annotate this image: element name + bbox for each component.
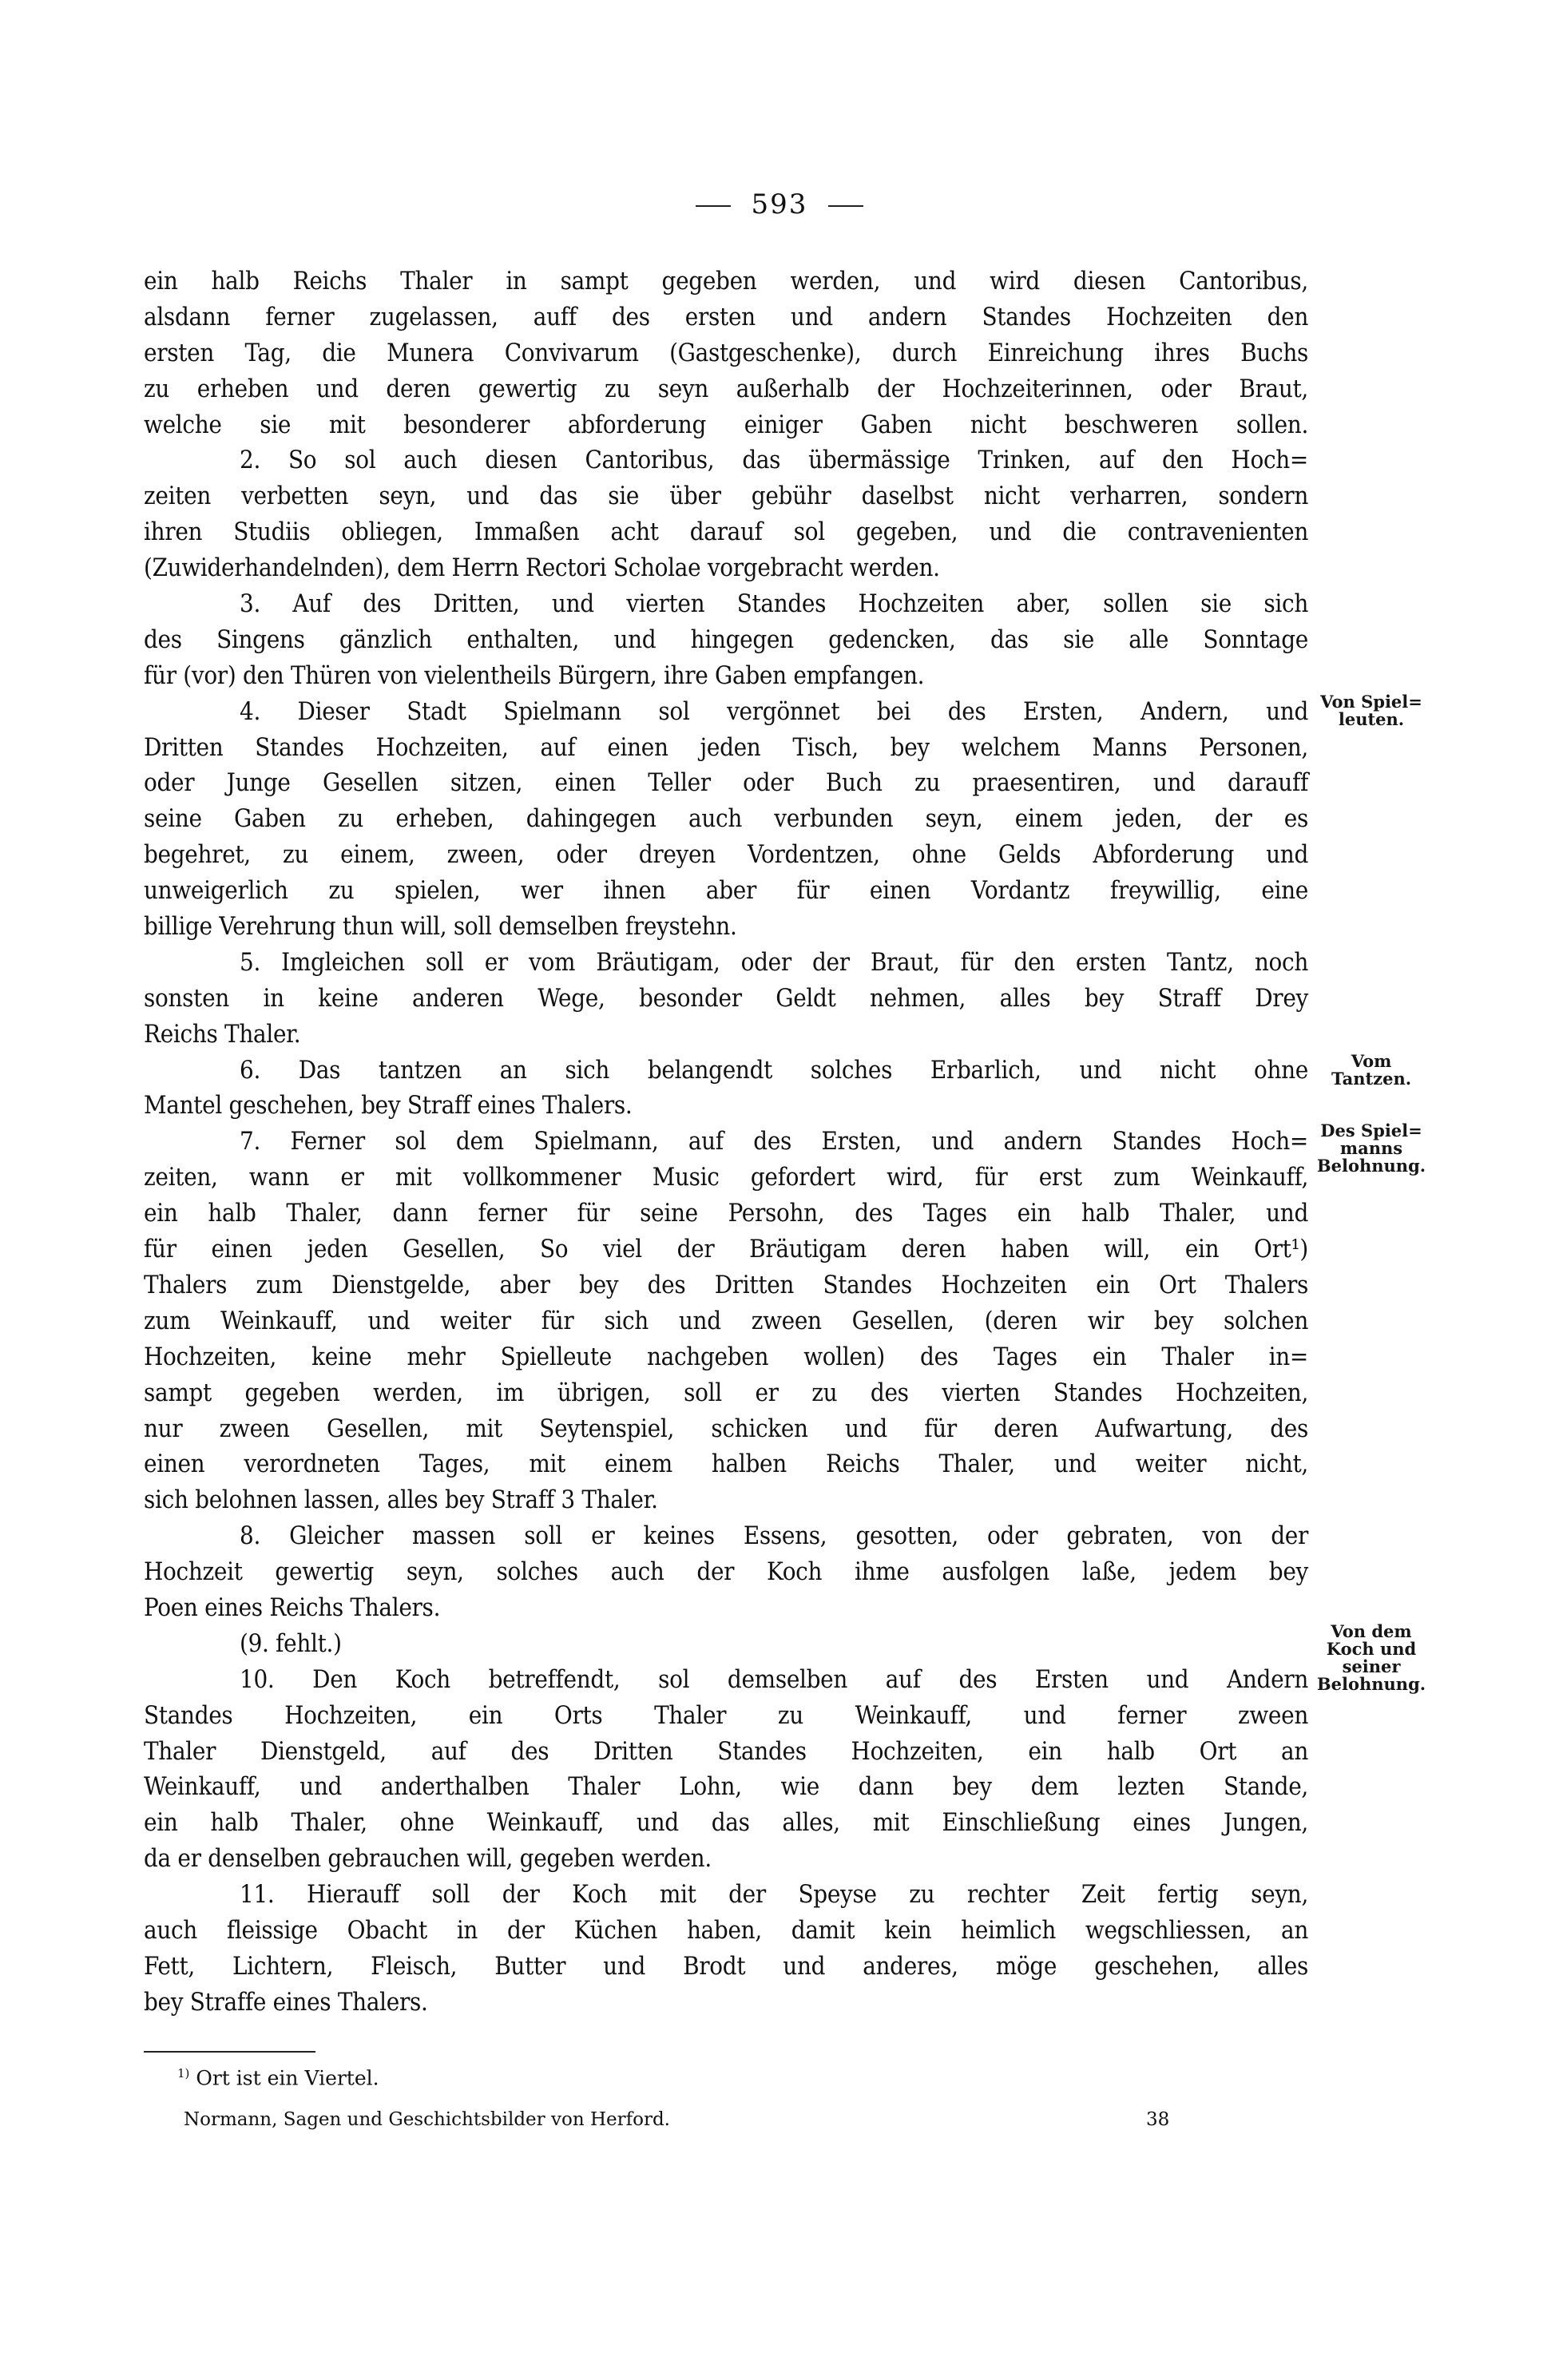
text-line: zum Weinkauff, und weiter für sich und zween Gesellen, (deren wir bey solchen [144, 1306, 1308, 1335]
page-number-dash-right [828, 205, 863, 207]
footnote-marker: 1) [177, 2066, 190, 2081]
text-line: Standes Hochzeiten, ein Orts Thaler zu Weinkauff, und ferner zween [144, 1700, 1308, 1730]
text-line: für (vor) den Thüren von vielentheils Bürgern, ihre Gaben empfangen. [144, 660, 925, 690]
text-line: nur zween Gesellen, mit Seytenspiel, schicken und für deren Aufwartung, des [144, 1414, 1308, 1443]
text-line: zeiten verbetten seyn, und das sie über gebühr daselbst nicht verharren, sondern [144, 482, 1308, 511]
footnote [177, 2059, 379, 2092]
text-line: 5. Imgleichen soll er vom Bräutigam, oder der Braut, für den ersten Tantz, noch [240, 947, 1308, 977]
text-line: da er denselben gebrauchen will, gegeben werden. [144, 1844, 712, 1874]
margin-note [1311, 1122, 1431, 1175]
text-line: unweigerlich zu spielen, wer ihnen aber für einen Vordantz freywillig, eine [144, 876, 1308, 906]
margin-note [1311, 1053, 1431, 1088]
text-line: Hochzeit gewertig seyn, solches auch der Koch ihme ausfolgen laße, jedem bey [144, 1557, 1308, 1587]
margin-note-line: leuten. [1338, 709, 1405, 729]
text-line: 2. So sol auch diesen Cantoribus, das übermässige Trinken, auf den Hoch= [240, 446, 1308, 475]
text-line: auch fleissige Obacht in der Küchen haben, damit kein heimlich wegschliessen, an [144, 1915, 1308, 1945]
text-line: ein halb Thaler, ohne Weinkauff, und das alles, mit Einschließung eines Jungen, [144, 1808, 1308, 1838]
text-line: Thaler Dienstgeld, auf des Dritten Standes Hochzeiten, ein halb Ort an [144, 1736, 1308, 1766]
footnote-rule [144, 2051, 315, 2053]
text-line: ein halb Reichs Thaler in sampt gegeben werden, und wird diesen Cantoribus, [144, 267, 1308, 296]
text-line: sonsten in keine anderen Wege, besonder Geldt nehmen, alles bey Straff Drey [144, 983, 1308, 1013]
text-line: 8. Gleicher massen soll er keines Essens, gesotten, oder gebraten, von der [240, 1521, 1308, 1551]
text-line: zeiten, wann er mit vollkommener Music gefordert wird, für erst zum Weinkauff, [144, 1163, 1308, 1192]
page-number-value: 593 [751, 188, 808, 220]
text-line: welche sie mit besonderer abforderung einiger Gaben nicht beschweren sollen. [144, 410, 1308, 439]
text-line: (9. fehlt.) [240, 1628, 342, 1658]
text-line: 3. Auf des Dritten, und vierten Standes Hochzeiten aber, sollen sie sich [240, 589, 1308, 619]
body-text [144, 264, 1308, 2021]
margin-note-line: Koch und [1326, 1639, 1417, 1659]
text-line: Fett, Lichtern, Fleisch, Butter und Brodt und anderes, möge geschehen, alles [144, 1951, 1308, 1981]
page-number [0, 188, 1559, 220]
text-line: ersten Tag, die Munera Convivarum (Gastgeschenke), durch Einreichung ihres Buchs [144, 338, 1308, 367]
margin-note-line: Vom [1351, 1051, 1392, 1071]
text-line: Mantel geschehen, bey Straff eines Thalers. [144, 1091, 633, 1121]
margin-note-line: Belohnung. [1316, 1156, 1426, 1176]
footer-signature: 38 [1146, 2109, 1170, 2130]
text-line: (Zuwiderhandelnden), dem Herrn Rectori Scholae vorgebracht werden. [144, 553, 940, 583]
margin-note-line: Tantzen. [1331, 1069, 1412, 1089]
text-line: Reichs Thaler. [144, 1019, 301, 1049]
margin-note-line: Von Spiel= [1320, 692, 1422, 712]
footnote-text: Ort ist ein Viertel. [196, 2066, 379, 2090]
text-line: Weinkauff, und anderthalben Thaler Lohn, wie dann bey dem lezten Stande, [144, 1772, 1308, 1802]
text-line: sampt gegeben werden, im übrigen, soll er zu des vierten Standes Hochzeiten, [144, 1378, 1308, 1407]
text-line: Hochzeiten, keine mehr Spielleute nachgeben wollen) des Tages ein Thaler in= [144, 1342, 1308, 1371]
text-line: 7. Ferner sol dem Spielmann, auf des Ersten, und andern Standes Hoch= [240, 1127, 1308, 1156]
text-line: 6. Das tantzen an sich belangendt solches Erbarlich, und nicht ohne [240, 1055, 1308, 1085]
page-number-dash-left [696, 205, 731, 207]
text-line: sich belohnen lassen, alles bey Straff 3 Thaler. [144, 1486, 658, 1515]
margin-note-line: Belohnung. [1316, 1674, 1426, 1694]
text-line: billige Verehrung thun will, soll demselben freystehn. [144, 912, 737, 942]
margin-note-line: seiner [1342, 1656, 1401, 1676]
margin-note-line: Des Spiel= [1320, 1121, 1422, 1140]
text-line: zu erheben und deren gewertig zu seyn außerhalb der Hochzeiterinnen, oder Braut, [144, 374, 1308, 403]
text-line: oder Junge Gesellen sitzen, einen Teller oder Buch zu praesentiren, und darauff [144, 768, 1308, 798]
text-line: Poen eines Reichs Thalers. [144, 1593, 441, 1622]
text-line: seine Gaben zu erheben, dahingegen auch verbunden seyn, einem jeden, der es [144, 804, 1308, 834]
text-line: Dritten Standes Hochzeiten, auf einen jeden Tisch, bey welchem Manns Personen, [144, 732, 1308, 762]
footer-title: Normann, Sagen und Geschichtsbilder von Herford. [184, 2109, 670, 2130]
text-line: des Singens gänzlich enthalten, und hingegen gedencken, das sie alle Sonntage [144, 625, 1308, 654]
text-line: 4. Dieser Stadt Spielmann sol vergönnet bei des Ersten, Andern, und [240, 696, 1308, 726]
text-line: begehret, zu einem, zween, oder dreyen Vordentzen, ohne Gelds Abforderung und [144, 840, 1308, 870]
margin-note-line: Von dem [1331, 1621, 1412, 1641]
text-line: einen verordneten Tages, mit einem halben Reichs Thaler, und weiter nicht, [144, 1450, 1308, 1479]
text-line: bey Straffe eines Thalers. [144, 1987, 428, 2017]
text-line: ein halb Thaler, dann ferner für seine Persohn, des Tages ein halb Thaler, und [144, 1199, 1308, 1228]
page-footer [184, 2105, 1170, 2134]
margin-note-line: manns [1339, 1138, 1403, 1158]
margin-note [1311, 1623, 1431, 1693]
margin-note [1311, 693, 1431, 728]
text-line: 10. Den Koch betreffendt, sol demselben auf des Ersten und Andern [240, 1664, 1308, 1694]
text-line: für einen jeden Gesellen, So viel der Bräutigam deren haben will, ein Ort¹) [144, 1235, 1308, 1264]
text-line: 11. Hierauff soll der Koch mit der Speyse zu rechter Zeit fertig seyn, [240, 1880, 1308, 1910]
text-line: alsdann ferner zugelassen, auff des ersten und andern Standes Hochzeiten den [144, 302, 1308, 331]
text-line: Thalers zum Dienstgelde, aber bey des Dritten Standes Hochzeiten ein Ort Thalers [144, 1270, 1308, 1299]
text-line: ihren Studiis obliegen, Immaßen acht darauf sol gegeben, und die contravenienten [144, 518, 1308, 547]
